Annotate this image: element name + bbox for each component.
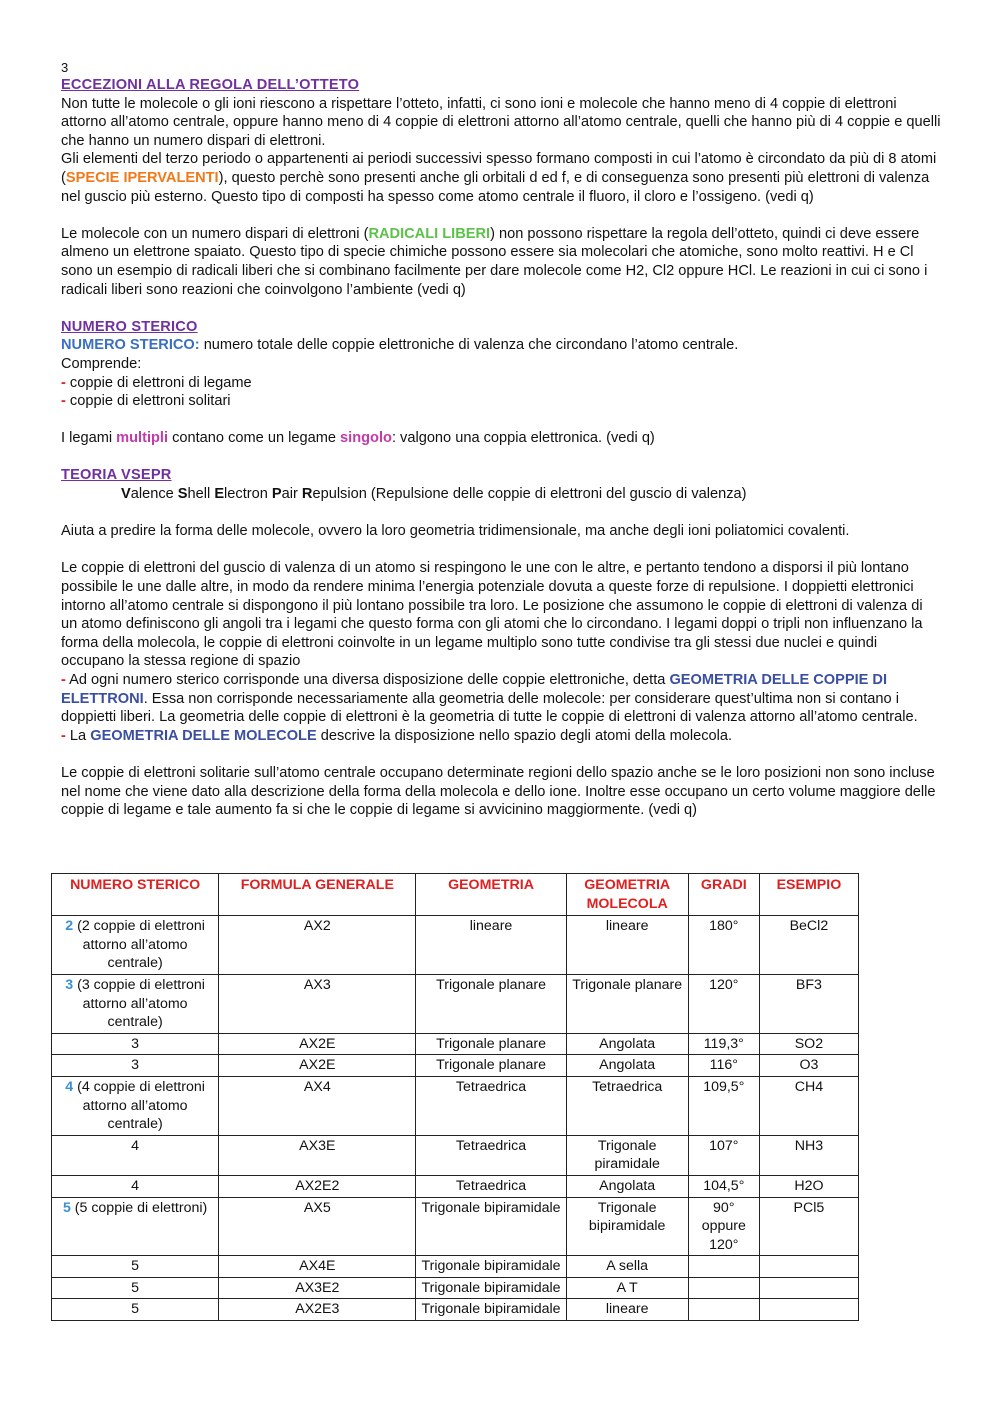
cell-geometria: lineare bbox=[416, 916, 566, 975]
cell-geometria: Tetraedrica bbox=[416, 1175, 566, 1197]
cell-gradi: 90° oppure 120° bbox=[688, 1197, 759, 1256]
cell-formula: AX2 bbox=[219, 916, 416, 975]
cell-numero-sterico: 3 bbox=[52, 1055, 219, 1077]
table-row bbox=[52, 1256, 859, 1278]
cell-geometria: Trigonale planare bbox=[416, 1033, 566, 1055]
cell-numero-sterico: 3 (3 coppie di elettroni attorno all’atomo centrale) bbox=[52, 974, 219, 1033]
cell-formula: AX2E bbox=[219, 1033, 416, 1055]
cell-formula: AX3E bbox=[219, 1135, 416, 1175]
table-header-row bbox=[52, 874, 859, 916]
cell-numero-sterico: 5 (5 coppie di elettroni) bbox=[52, 1197, 219, 1256]
cell-geometria: Trigonale planare bbox=[416, 974, 566, 1033]
term-radicali-liberi: RADICALI LIBERI bbox=[368, 225, 491, 242]
table-row bbox=[52, 1277, 859, 1299]
cell-geometria-molecola: A sella bbox=[566, 1256, 688, 1278]
cell-numero-sterico: 5 bbox=[52, 1277, 219, 1299]
table-row bbox=[52, 916, 859, 975]
list-item: - La GEOMETRIA DELLE MOLECOLE descrive la disposizione nello spazio degli atomi della molecola. bbox=[61, 727, 733, 744]
column-header: GRADI bbox=[688, 874, 759, 916]
paragraph: Le molecole con un numero dispari di elettroni (RADICALI LIBERI) non possono rispettare la regola dell’otteto, quindi ci deve essere almeno un elettrone spaiato. Questo tipo di specie chimiche possono essere sia molecolari che atomiche, sono molto reattivi. H e Cl sono un esempio di radicali liberi che si combinano facilmente per dare molecole come H2, Cl2 oppure HCl. Le reazioni in cui ci sono i radicali liberi sono reazioni che coinvolgono l’ambiente (vedi q) bbox=[61, 225, 928, 298]
table-row bbox=[52, 1076, 859, 1135]
cell-gradi: 120° bbox=[688, 974, 759, 1033]
term-geometria-molecole: GEOMETRIA DELLE MOLECOLE bbox=[90, 727, 317, 744]
cell-gradi: 107° bbox=[688, 1135, 759, 1175]
definition: NUMERO STERICO: numero totale delle coppie elettroniche di valenza che circondano l’atomo centrale. bbox=[61, 337, 739, 354]
cell-geometria: Trigonale bipiramidale bbox=[416, 1256, 566, 1278]
cell-gradi bbox=[688, 1256, 759, 1278]
cell-geometria-molecola: Angolata bbox=[566, 1175, 688, 1197]
cell-formula: AX3E2 bbox=[219, 1277, 416, 1299]
cell-esempio: O3 bbox=[759, 1055, 858, 1077]
cell-geometria-molecola: Trigonale planare bbox=[566, 974, 688, 1033]
cell-geometria-molecola: lineare bbox=[566, 1299, 688, 1321]
cell-gradi: 116° bbox=[688, 1055, 759, 1077]
list-item: - Ad ogni numero sterico corrisponde una diversa disposizione delle coppie elettroniche, detta GEOMETRIA DELLE COPPIE DI ELETTRONI. Essa non corrisponde necessariamente alla geometria delle molecole: per considerare quest’ultima non si contano i doppietti liberi. La geometria delle coppie di elettroni è la geometria di tutte le coppie di elettroni di valenza attorno all’atomo centrale. bbox=[61, 672, 918, 726]
cell-formula: AX2E bbox=[219, 1055, 416, 1077]
cell-gradi bbox=[688, 1299, 759, 1321]
cell-esempio: BF3 bbox=[759, 974, 858, 1033]
cell-gradi: 180° bbox=[688, 916, 759, 975]
cell-esempio: NH3 bbox=[759, 1135, 858, 1175]
term-geometria-coppie: GEOMETRIA DELLE COPPIE DI ELETTRONI bbox=[61, 672, 888, 707]
paragraph: Aiuta a predire la forma delle molecole, ovvero la loro geometria tridimensionale, ma anche degli ioni poliatomici covalenti. bbox=[61, 523, 850, 540]
section-title-eccezioni: ECCEZIONI ALLA REGOLA DELL’OTTETO bbox=[61, 77, 360, 93]
document-page bbox=[61, 60, 941, 820]
paragraph: Le coppie di elettroni solitarie sull’atomo centrale occupano determinate regioni dello spazio anche se le loro posizioni non sono incluse nel nome che viene dato alla descrizione della forma della molecola e dello ione. Inoltre esse occupano un certo volume maggiore delle coppie di legame e tale aumento fa si che le coppie di legame si avvicinino maggiormente. (vedi q) bbox=[61, 764, 936, 819]
cell-numero-sterico: 5 bbox=[52, 1299, 219, 1321]
column-header: ESEMPIO bbox=[759, 874, 858, 916]
cell-geometria-molecola: Trigonale piramidale bbox=[566, 1135, 688, 1175]
table-body bbox=[52, 916, 859, 1321]
cell-geometria-molecola: A T bbox=[566, 1277, 688, 1299]
cell-gradi: 119,3° bbox=[688, 1033, 759, 1055]
cell-geometria: Tetraedrica bbox=[416, 1076, 566, 1135]
table-row bbox=[52, 1033, 859, 1055]
cell-esempio: CH4 bbox=[759, 1076, 858, 1135]
cell-formula: AX2E2 bbox=[219, 1175, 416, 1197]
paragraph: Le coppie di elettroni del guscio di valenza di un atomo si respingono le une con le altre, e pertanto tendono a disporsi il più lontano possibile le une dalle altre, in modo da rendere minima l’energia potenziale dovuta a queste forze di repulsione. I doppietti elettronici intorno all’atomo centrale si dispongono il più lontano possibile tra loro. Le posizione che assumono le coppie di elettroni di valenza di un atomo definiscono gli angoli tra i legami che questo forma con gli atomi che lo circondano. I legami doppi o tripli non influenzano la forma della molecola, le coppie di elettroni coinvolte in un legame multiplo sono tutte condivise tra gli stessi due nuclei e quindi occupano la stessa regione di spazio bbox=[61, 560, 923, 670]
column-header: GEOMETRIA MOLECOLA bbox=[566, 874, 688, 916]
cell-numero-sterico: 5 bbox=[52, 1256, 219, 1278]
cell-numero-sterico: 4 (4 coppie di elettroni attorno all’atomo centrale) bbox=[52, 1076, 219, 1135]
cell-geometria-molecola: Angolata bbox=[566, 1033, 688, 1055]
cell-esempio bbox=[759, 1256, 858, 1278]
paragraph: Gli elementi del terzo periodo o appartenenti ai periodi successivi spesso formano composti in cui l’atomo è circondato da più di 8 atomi (SPECIE IPERVALENTI), questo perchè sono presenti anche gli orbitali d ed f, e di conseguenza sono presenti più elettroni di valenza nel guscio più esterno. Questo tipo di composti ha spesso come atomo centrale il fluoro, il cloro e l’ossigeno. (vedi q) bbox=[61, 151, 937, 205]
cell-formula: AX4E bbox=[219, 1256, 416, 1278]
column-header: NUMERO STERICO bbox=[52, 874, 219, 916]
vsepr-acronym: Valence Shell Electron Pair Repulsion (Repulsione delle coppie di elettroni del guscio di valenza) bbox=[121, 486, 747, 503]
column-header: FORMULA GENERALE bbox=[219, 874, 416, 916]
cell-geometria-molecola: Angolata bbox=[566, 1055, 688, 1077]
table-row bbox=[52, 1055, 859, 1077]
table-row bbox=[52, 1299, 859, 1321]
term-numero-sterico: NUMERO STERICO: bbox=[61, 337, 200, 354]
cell-formula: AX2E3 bbox=[219, 1299, 416, 1321]
cell-geometria-molecola: lineare bbox=[566, 916, 688, 975]
cell-esempio: PCl5 bbox=[759, 1197, 858, 1256]
paragraph: Non tutte le molecole o gli ioni riescono a rispettare l’otteto, infatti, ci sono ioni e molecole che hanno meno di 4 coppie di elettroni attorno all’atomo centrale, oppure hanno meno di 4 coppie di elettroni attorno all’atomo centrale, quelli che hanno più di 4 coppie e quelli che hanno un numero dispari di elettroni. bbox=[61, 95, 941, 149]
cell-numero-sterico: 2 (2 coppie di elettroni attorno all’atomo centrale) bbox=[52, 916, 219, 975]
table-row bbox=[52, 1175, 859, 1197]
cell-esempio bbox=[759, 1299, 858, 1321]
cell-geometria: Trigonale bipiramidale bbox=[416, 1277, 566, 1299]
cell-esempio: BeCl2 bbox=[759, 916, 858, 975]
comprende-label: Comprende: bbox=[61, 355, 142, 372]
cell-formula: AX4 bbox=[219, 1076, 416, 1135]
cell-formula: AX5 bbox=[219, 1197, 416, 1256]
term-specie-ipervalenti: SPECIE IPERVALENTI bbox=[65, 169, 219, 186]
cell-gradi bbox=[688, 1277, 759, 1299]
column-header: GEOMETRIA bbox=[416, 874, 566, 916]
cell-gradi: 104,5° bbox=[688, 1175, 759, 1197]
cell-geometria: Trigonale bipiramidale bbox=[416, 1299, 566, 1321]
cell-geometria: Trigonale bipiramidale bbox=[416, 1197, 566, 1256]
section-title-numero-sterico: NUMERO STERICO bbox=[61, 318, 198, 335]
cell-numero-sterico: 4 bbox=[52, 1175, 219, 1197]
cell-numero-sterico: 3 bbox=[52, 1033, 219, 1055]
table-row bbox=[52, 1197, 859, 1256]
cell-numero-sterico: 4 bbox=[52, 1135, 219, 1175]
cell-geometria-molecola: Trigonale bipiramidale bbox=[566, 1197, 688, 1256]
cell-geometria-molecola: Tetraedrica bbox=[566, 1076, 688, 1135]
table-row bbox=[52, 1135, 859, 1175]
cell-gradi: 109,5° bbox=[688, 1076, 759, 1135]
list-item: - coppie di elettroni di legame bbox=[61, 374, 252, 391]
cell-esempio: SO2 bbox=[759, 1033, 858, 1055]
vsepr-table bbox=[51, 873, 859, 1321]
page-number: 3 bbox=[61, 60, 69, 75]
paragraph: I legami multipli contano come un legame singolo: valgono una coppia elettronica. (vedi q) bbox=[61, 430, 655, 447]
cell-esempio bbox=[759, 1277, 858, 1299]
cell-formula: AX3 bbox=[219, 974, 416, 1033]
cell-esempio: H2O bbox=[759, 1175, 858, 1197]
cell-geometria: Trigonale planare bbox=[416, 1055, 566, 1077]
list-item: - coppie di elettroni solitari bbox=[61, 393, 231, 410]
cell-geometria: Tetraedrica bbox=[416, 1135, 566, 1175]
table-row bbox=[52, 974, 859, 1033]
section-title-vsepr: TEORIA VSEPR bbox=[61, 467, 172, 484]
